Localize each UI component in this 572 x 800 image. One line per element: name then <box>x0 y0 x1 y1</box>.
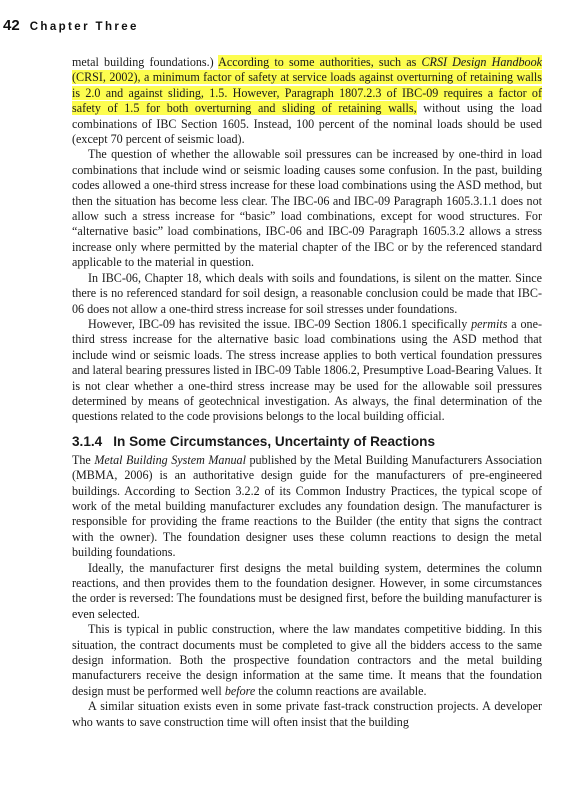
paragraph-3: In IBC-06, Chapter 18, which deals with soils and foundations, is silent on the matter. Since there is no referenced standard for soil design, a reasonable conclusion could be made that IBC-06 does not allow a one-third stress increase for soil stresses under foundations. <box>72 270 542 316</box>
paragraph-5-a: The <box>72 452 95 467</box>
body-text <box>72 55 542 730</box>
emphasis-permits: permits <box>471 316 508 331</box>
paragraph-4-a: However, IBC-09 has revisited the issue. IBC-09 Section 1806.1 specifically <box>88 316 472 331</box>
book-title-crsi: CRSI Design Handbook <box>421 55 542 69</box>
section-number: 3.1.4 <box>72 433 103 449</box>
paragraph-7-a: This is typical in public construction, where the law mandates competitive bidding. In this situation, the contract documents must be completed to give all the bidders access to the same design information. Both the prospective foundation contractors and the metal building manufacturers receive the design information at the same time. It means that the foundation design must be performed well <box>72 622 542 698</box>
paragraph-4-b: a one-third stress increase for the alternative basic load combinations using the ASD method that include wind or seismic loads. The stress increase applies to both vertical foundation pressures and lateral bearing pressures listed in IBC-09 Table 1806.2, Presumptive Load-Bearing Values. It is not clear whether a one-third stress increase may be used for the allowable soil pressures determined by means of geotechnical investigation. As always, the final determination of the questions related to the code provisions belongs to the local building official. <box>72 316 542 424</box>
running-header <box>3 17 139 35</box>
paragraph-8: A similar situation exists even in some private fast-track construction projects. A developer who wants to save construction time will often insist that the building <box>72 699 542 729</box>
highlighted-text-b: (CRSI, 2002), a minimum factor of safety at service loads against overturning of retaining walls is 2.0 and against sliding, 1.5. However, Paragraph 1807.2.3 of IBC-09 requires a factor of safety of 1.5 for both overturning and sliding of retaining walls, <box>72 70 542 116</box>
paragraph-7 <box>72 622 542 699</box>
paragraph-2: The question of whether the allowable soil pressures can be increased by one-third in load combinations that include wind or seismic loading causes some confusion. In the past, building codes allowed a one-third stress increase for these load combinations using the ASD method, but then the situation has become less clear. The IBC-06 and IBC-09 Paragraph 1605.3.1.1 does not allow such a stress increase for “basic” load combinations, except for wood structures. For “alternative basic” load combinations, IBC-06 and IBC-09 Paragraph 1605.3.2 allows a stress increase only where permitted by the material chapter of the IBC or by the referenced standard applicable to the material in question. <box>72 147 542 270</box>
paragraph-4 <box>72 317 542 425</box>
chapter-title: Chapter Three <box>29 21 139 33</box>
page-number: 42 <box>3 17 20 34</box>
paragraph-7-b: the column reactions are available. <box>255 683 427 698</box>
paragraph-6: Ideally, the manufacturer first designs the metal building system, determines the column reactions, and then provides them to the foundation designer. However, in some circumstances the order is reversed: The foundations must be designed first, before the building manufacturer is even selected. <box>72 560 542 621</box>
paragraph-5-b: published by the Metal Building Manufacturers Association (MBMA, 2006) is an authoritative design guide for the manufacturers of pre-engineered buildings. According to Section 3.2.2 of its Common Industry Practices, the typical scope of work of the metal building manufacturer excludes any foundation design. The manufacturer is responsible for providing the frame reactions to the Builder (the entity that signs the contract with the owner). The foundation designer uses these column reactions to design the metal building foundations. <box>72 452 543 560</box>
paragraph-1 <box>72 55 542 147</box>
paragraph-5 <box>72 453 542 561</box>
highlighted-text-a: According to some authorities, such as <box>218 55 422 69</box>
section-heading <box>72 432 542 451</box>
book-title-mbsm: Metal Building System Manual <box>94 452 246 467</box>
paragraph-1-end: without using the load combinations of IBC Section 1605. Instead, 100 percent of the nominal loads should be used (except 70 percent of seismic load). <box>72 101 542 147</box>
section-title: In Some Circumstances, Uncertainty of Reactions <box>113 433 436 449</box>
paragraph-1-start: metal building foundations.) <box>72 55 219 69</box>
emphasis-before: before <box>224 683 256 698</box>
